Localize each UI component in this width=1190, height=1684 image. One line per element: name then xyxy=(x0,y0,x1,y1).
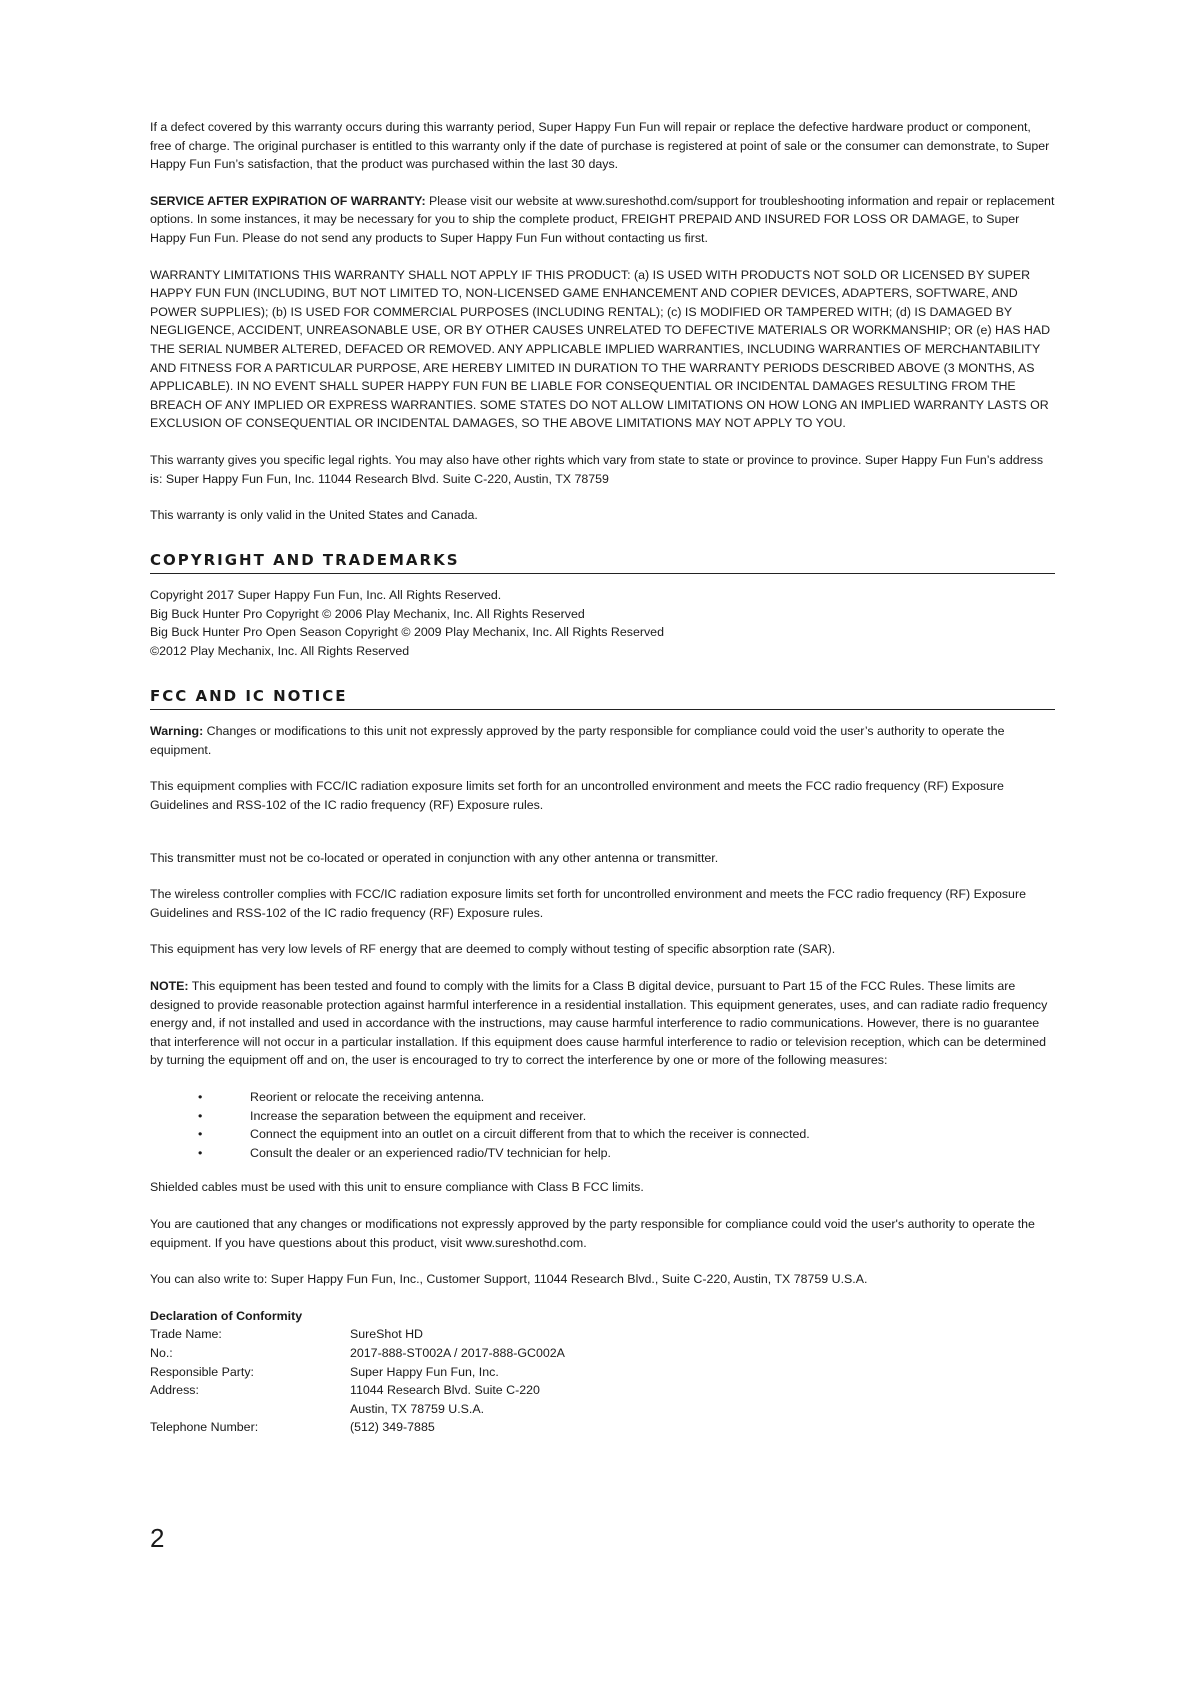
service-label: SERVICE AFTER EXPIRATION OF WARRANTY: xyxy=(150,193,426,208)
wireless-controller-paragraph: The wireless controller complies with FCC/IC radiation exposure limits set forth for uncontrolled environment and meets the FCC radio frequency (RF) Exposure Guidelines and RSS-102 of the IC radio frequency (RF) Exposure rules. xyxy=(150,887,1026,920)
fcc-heading: FCC AND IC NOTICE xyxy=(150,687,1055,711)
document-page xyxy=(150,118,1055,1437)
declaration-row xyxy=(150,1381,1055,1400)
cautioned-paragraph: You are cautioned that any changes or modifications not expressly approved by the party responsible for compliance could void the user's authority to operate the equipment. If you have questions about this product, visit www.sureshothd.com. xyxy=(150,1216,1035,1250)
service-text: Please visit our website at www.sureshothd.com/support for troubleshooting information and repair or replacement options. In some instances, it may be necessary for you to ship the complete product, FREIGHT PREPAID AND INSURED FOR LOSS OR DAMAGE, to Super Happy Fun Fun. Please do not send any products to Super Happy Fun Fun without contacting us first. xyxy=(150,193,1055,245)
no-value: 2017-888-ST002A / 2017-888-GC002A xyxy=(350,1345,565,1360)
declaration-row xyxy=(150,1418,1055,1437)
note-label: NOTE: xyxy=(150,979,189,993)
write-to-paragraph: You can also write to: Super Happy Fun Fun, Inc., Customer Support, 11044 Research Blvd., Suite C-220, Austin, TX 78759 U.S.A. xyxy=(150,1272,868,1287)
copyright-line: Big Buck Hunter Pro Open Season Copyright © 2009 Play Mechanix, Inc. All Rights Reserved xyxy=(150,625,664,640)
copyright-line: ©2012 Play Mechanix, Inc. All Rights Reserved xyxy=(150,644,410,659)
shielded-cables-paragraph: Shielded cables must be used with this unit to ensure compliance with Class B FCC limits. xyxy=(150,1180,644,1195)
declaration-of-conformity xyxy=(150,1307,1055,1437)
telephone-value: (512) 349-7885 xyxy=(350,1420,435,1435)
responsible-party-value: Super Happy Fun Fun, Inc. xyxy=(350,1364,499,1379)
address-line-1: 11044 Research Blvd. Suite C-220 xyxy=(350,1383,540,1398)
trade-name-value: SureShot HD xyxy=(350,1327,424,1342)
declaration-row xyxy=(150,1363,1055,1382)
warning-label: Warning: xyxy=(150,724,204,739)
low-rf-paragraph: This equipment has very low levels of RF energy that are deemed to comply without testing of specific absorption rate (SAR). xyxy=(150,942,836,957)
legal-rights-paragraph: This warranty gives you specific legal rights. You may also have other rights which vary from state to state or province to province. Super Happy Fun Fun’s address is: Super Happy Fun Fun, Inc. 11044 Research Blvd. Suite C-220, Austin, TX 78759 xyxy=(150,452,1044,486)
warranty-limitations-paragraph: WARRANTY LIMITATIONS THIS WARRANTY SHALL NOT APPLY IF THIS PRODUCT: (a) IS USED WITH PRODUCTS NOT SOLD OR LICENSED BY SUPER HAPPY FUN FUN (INCLUDING, BUT NOT LIMITED TO, NON-LICENSED GAME ENHANCEMENT AND COPIER DEVICES, ADAPTERS, SOFTWARE, AND POWER SUPPLIES); (b) IS USED FOR COMMERCIAL PURPOSES (INCLUDING RENTAL); (c) IS MODIFIED OR TAMPERED WITH; (d) IS DAMAGED BY NEGLIGENCE, ACCIDENT, UNREASONABLE USE, OR BY OTHER CAUSES UNRELATED TO DEFECTIVE MATERIALS OR WORKMANSHIP; OR (e) HAS HAD THE SERIAL NUMBER ALTERED, DEFACED OR REMOVED. ANY APPLICABLE IMPLIED WARRANTIES, INCLUDING WARRANTIES OF MERCHANTABILITY AND FITNESS FOR A PARTICULAR PURPOSE, ARE HEREBY LIMITED IN DURATION TO THE WARRANTY PERIODS DESCRIBED ABOVE (3 MONTHS, AS APPLICABLE). IN NO EVENT SHALL SUPER HAPPY FUN FUN BE LIABLE FOR CONSEQUENTIAL OR INCIDENTAL DAMAGES RESULTING FROM THE BREACH OF ANY IMPLIED OR EXPRESS WARRANTIES. SOME STATES DO NOT ALLOW LIMITATIONS ON HOW LONG AN IMPLIED WARRANTY LASTS OR EXCLUSION OF CONSEQUENTIAL OR INCIDENTAL DAMAGES, SO THE ABOVE LIMITATIONS MAY NOT APPLY TO YOU. xyxy=(150,267,1051,431)
note-paragraph xyxy=(150,977,1055,1070)
copyright-line: Big Buck Hunter Pro Copyright © 2006 Play Mechanix, Inc. All Rights Reserved xyxy=(150,606,585,621)
responsible-party-label: Responsible Party: xyxy=(150,1364,254,1379)
warranty-defect-paragraph: If a defect covered by this warranty occurs during this warranty period, Super Happy Fun Fun will repair or replace the defective hardware product or component, free of charge. The original purchaser is entitled to this warranty only if the date of purchase is registered at point of sale or the consumer can demonstrate, to Super Happy Fun Fun’s satisfaction, that the product was purchased within the last 30 days. xyxy=(150,120,1050,172)
declaration-row xyxy=(150,1344,1055,1363)
declaration-title: Declaration of Conformity xyxy=(150,1308,303,1323)
list-item: • Increase the separation between the equipment and receiver. xyxy=(150,1107,1055,1126)
fcc-warning-paragraph xyxy=(150,722,1055,759)
measures-list xyxy=(150,1088,1055,1162)
service-after-expiration-paragraph xyxy=(150,192,1055,248)
note-text: This equipment has been tested and found to comply with the limits for a Class B digital device, pursuant to Part 15 of the FCC Rules. These limits are designed to provide reasonable protection against harmful interference in a residential installation. This equipment generates, uses, and can radiate radio frequency energy and, if not installed and used in accordance with the instructions, may cause harmful interference to radio communications. However, there is no guarantee that interference will not occur in a particular installation. If this equipment does cause harmful interference to radio or television reception, which can be determined by turning the equipment off and on, the user is encouraged to try to correct the interference by one or more of the following measures: xyxy=(150,979,1048,1068)
declaration-row xyxy=(150,1325,1055,1344)
address-line-2: Austin, TX 78759 U.S.A. xyxy=(350,1401,485,1416)
rf-exposure-paragraph: This equipment complies with FCC/IC radiation exposure limits set forth for an uncontrolled environment and meets the FCC radio frequency (RF) Exposure Guidelines and RSS-102 of the IC radio frequency (RF) Exposure rules. xyxy=(150,779,1004,813)
list-item: • Connect the equipment into an outlet on a circuit different from that to which the receiver is connected. xyxy=(150,1125,1055,1144)
address-label: Address: xyxy=(150,1383,199,1398)
colocation-paragraph: This transmitter must not be co-located or operated in conjunction with any other antenna or transmitter. xyxy=(150,850,719,865)
no-label: No.: xyxy=(150,1345,173,1360)
declaration-row xyxy=(150,1400,1055,1419)
copyright-heading: COPYRIGHT AND TRADEMARKS xyxy=(150,551,1055,575)
warning-text: Changes or modifications to this unit not expressly approved by the party responsible for compliance could void the user’s authority to operate the equipment. xyxy=(150,724,1005,757)
valid-regions-paragraph: This warranty is only valid in the United States and Canada. xyxy=(150,508,478,523)
page-number: 2 xyxy=(150,1523,165,1553)
copyright-lines xyxy=(150,586,1055,660)
telephone-label: Telephone Number: xyxy=(150,1420,259,1435)
list-item: • Reorient or relocate the receiving antenna. xyxy=(150,1088,1055,1107)
trade-name-label: Trade Name: xyxy=(150,1327,222,1342)
copyright-line: Copyright 2017 Super Happy Fun Fun, Inc. All Rights Reserved. xyxy=(150,588,502,603)
list-item: • Consult the dealer or an experienced radio/TV technician for help. xyxy=(150,1144,1055,1163)
